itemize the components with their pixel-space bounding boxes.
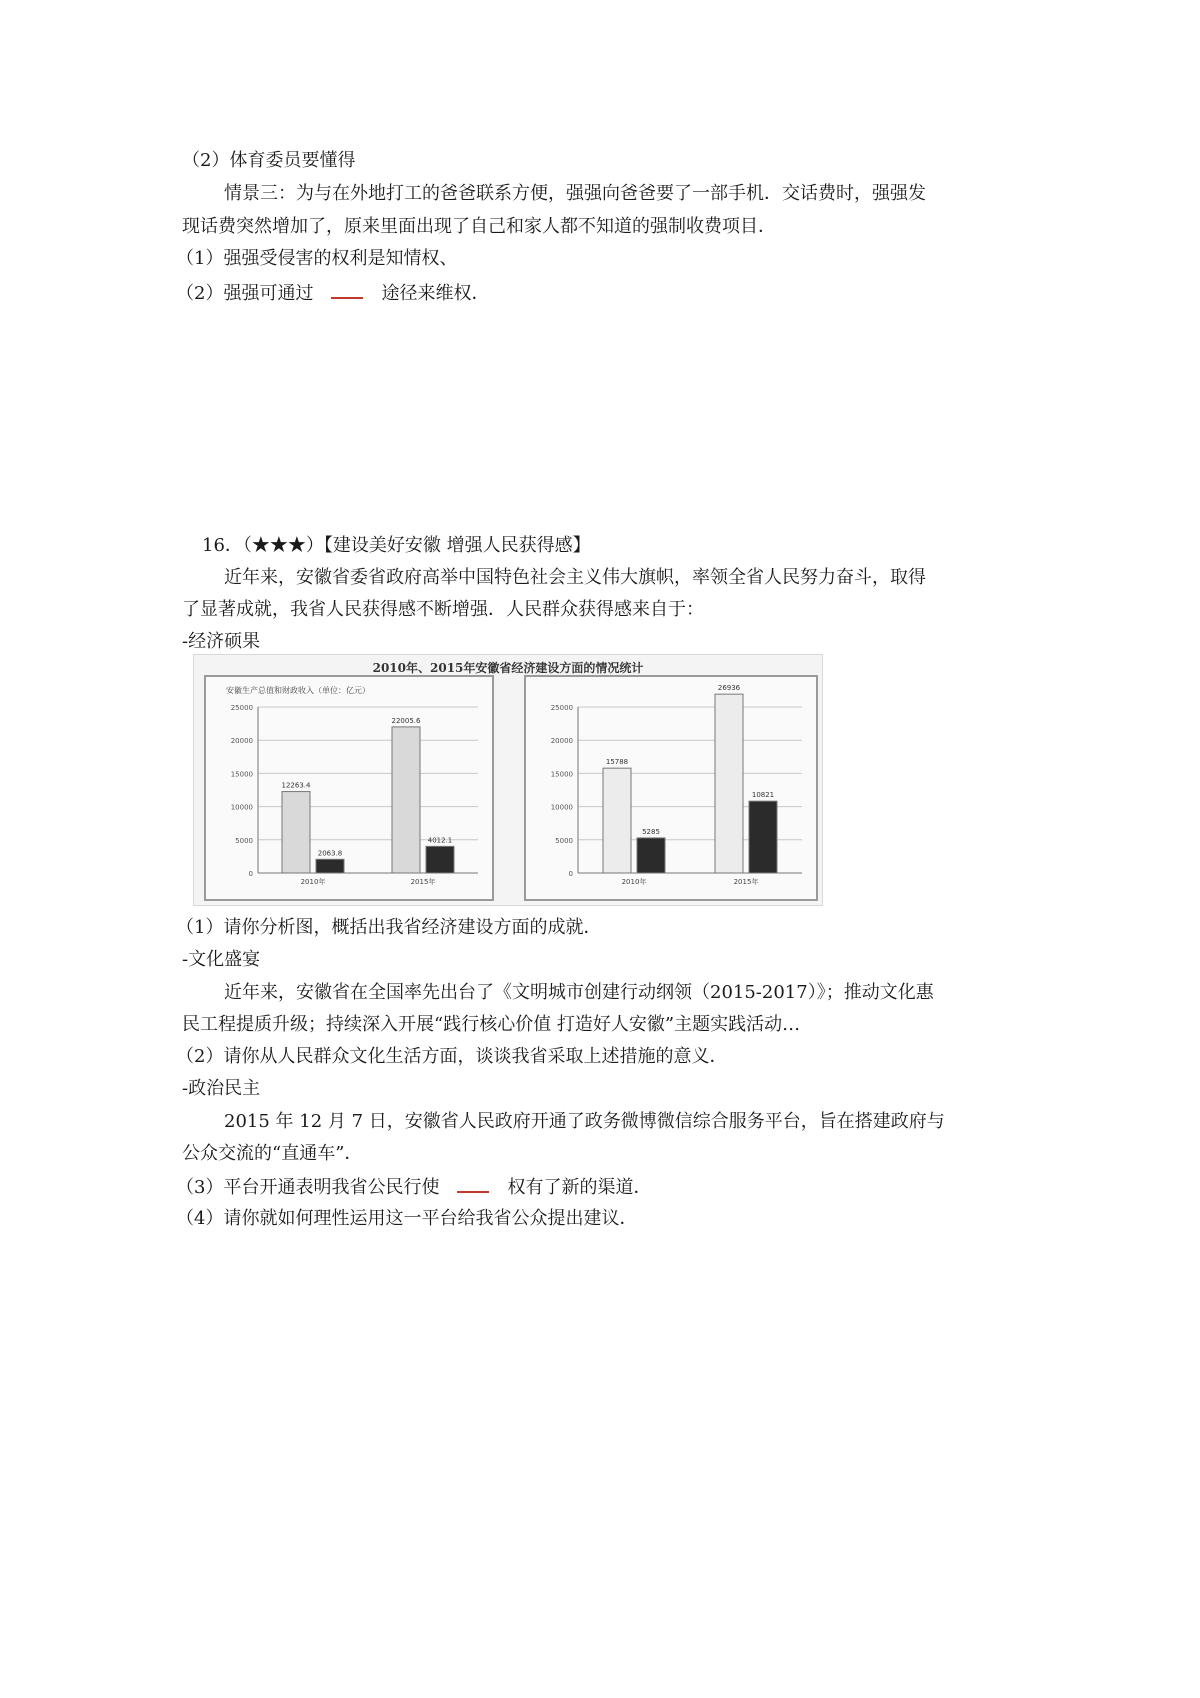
data-label: 12263.4 — [281, 781, 311, 790]
para-p2: 了显著成就，我省人民获得感不断增强．人民群众获得感来自于： — [182, 599, 704, 620]
line-l3: 现话费突然增加了，原来里面出现了自己和家人都不知道的强制收费项目． — [182, 216, 776, 237]
y-tick-label: 20000 — [230, 737, 253, 746]
question-2: （2）请你从人民群众文化生活方面，谈谈我省采取上述措施的意义． — [176, 1046, 728, 1067]
data-label: 5285 — [642, 827, 660, 836]
y-tick-label: 0 — [568, 870, 573, 878]
figure-title: 2010年、2015年安徽省经济建设方面的情况统计 — [372, 661, 644, 675]
answer-blank[interactable] — [331, 279, 363, 299]
bar — [392, 727, 420, 873]
section-politics: -政治民主 — [182, 1078, 261, 1099]
line-l4: （1）强强受侵害的权利是知情权、 — [176, 248, 458, 269]
data-label: 26936 — [717, 684, 741, 693]
question-3-end: 权有了新的渠道． — [507, 1177, 652, 1198]
bar — [282, 792, 310, 873]
chart-left — [206, 677, 492, 899]
question-16-heading: 16．（★★★）【建设美好安徽 增强人民获得感】 — [202, 535, 591, 556]
bar — [426, 846, 454, 873]
line-l5 — [176, 279, 489, 307]
bar — [316, 859, 344, 873]
y-tick-label: 5000 — [555, 836, 573, 845]
para-p4: 民工程提质升级；持续深入开展“践行核心价值 打造好人安徽”主题实践活动… — [182, 1014, 801, 1035]
line-l2: 情景三：为与在外地打工的爸爸联系方便，强强向爸爸要了一部手机．交话费时，强强发 — [224, 183, 926, 204]
para-p1: 近年来，安徽省委省政府高举中国特色社会主义伟大旗帜，率领全省人民努力奋斗，取得 — [224, 567, 926, 588]
section-culture: -文化盛宴 — [182, 949, 261, 970]
bar — [637, 838, 665, 873]
chart-title: 安徽生产总值和财政收入（单位：亿元） — [226, 686, 370, 695]
section-economy: -经济硕果 — [182, 631, 261, 652]
line-l5-end: 途径来维权． — [381, 283, 490, 304]
line-l1: （2）体育委员要懂得 — [182, 150, 356, 171]
x-tick-label: 2010年 — [621, 878, 647, 886]
chart-left-panel — [204, 675, 494, 901]
bar — [603, 768, 631, 873]
answer-blank[interactable] — [457, 1173, 489, 1193]
bar — [749, 801, 777, 873]
statistics-figure — [193, 654, 823, 906]
y-tick-label: 25000 — [550, 704, 573, 712]
question-4: （4）请你就如何理性运用这一平台给我省公众提出建议． — [176, 1208, 638, 1229]
y-tick-label: 25000 — [230, 704, 253, 712]
para-p3: 近年来，安徽省在全国率先出台了《文明城市创建行动纲领（2015-2017）》；推动文化惠 — [224, 982, 934, 1003]
y-tick-label: 5000 — [235, 836, 253, 845]
question-1: （1）请你分析图，概括出我省经济建设方面的成就． — [176, 917, 602, 938]
y-tick-label: 15000 — [550, 770, 573, 779]
chart-right-panel — [524, 675, 818, 901]
x-tick-label: 2015年 — [410, 878, 436, 886]
bar — [715, 694, 743, 873]
line-l5-start: （2）强强可通过 — [176, 283, 314, 304]
x-tick-label: 2015年 — [733, 878, 759, 886]
x-tick-label: 2010年 — [300, 878, 326, 886]
data-label: 4012.1 — [427, 836, 453, 845]
para-p5: 2015 年 12 月 7 日，安徽省人民政府开通了政务微博微信综合服务平台，旨在搭建政府与 — [224, 1111, 945, 1132]
y-tick-label: 20000 — [550, 737, 573, 746]
data-label: 10821 — [751, 791, 775, 800]
para-p6: 公众交流的“直通车”． — [182, 1143, 363, 1164]
question-3 — [176, 1173, 651, 1201]
chart-right — [526, 677, 816, 899]
y-tick-label: 10000 — [230, 803, 253, 812]
question-3-start: （3）平台开通表明我省公民行使 — [176, 1177, 440, 1198]
data-label: 22005.6 — [391, 716, 421, 725]
y-tick-label: 15000 — [230, 770, 253, 779]
data-label: 15788 — [605, 758, 629, 767]
y-tick-label: 0 — [248, 870, 253, 878]
y-tick-label: 10000 — [550, 803, 573, 812]
data-label: 2063.8 — [317, 849, 343, 858]
